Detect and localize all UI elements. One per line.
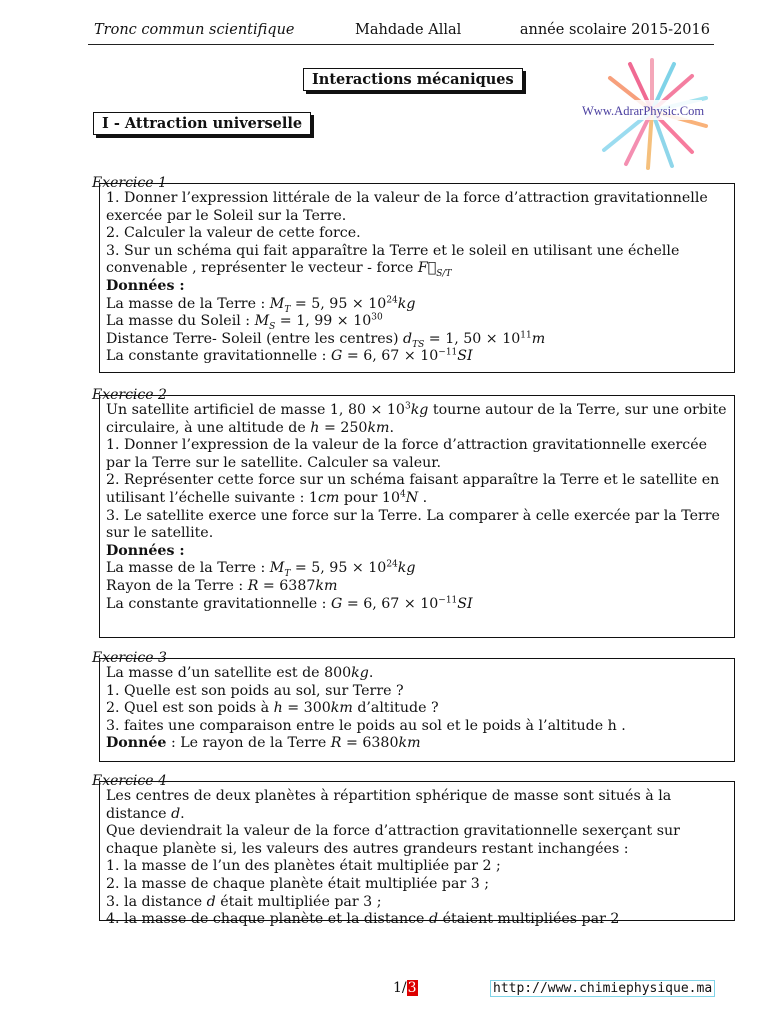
ex3-intro: La masse d’un satellite est de 800kg.	[106, 665, 374, 681]
ex2-q1: 1. Donner l’expression de la valeur de la force d’attraction gravitationnelle exercée par la Terre sur le satellite. Calculer sa valeur.	[106, 437, 708, 471]
page-title: Interactions mécaniques	[303, 68, 523, 91]
exercise-1-box	[99, 183, 735, 373]
exercise-4-label: Exercice 4	[92, 773, 183, 789]
ex2-d3: La constante gravitationnelle : G = 6, $67 \times 10^{-11}SI$	[106, 594, 473, 612]
ex3-q3: 3. faites une comparaison entre le poids au sol et le poids à l’altitude h .	[106, 717, 626, 734]
ex1-q2: 2. Calculer la valeur de cette force.	[106, 225, 361, 242]
header-year: année scolaire 2015-2016	[519, 22, 710, 38]
exercise-2-box	[99, 395, 735, 638]
ex3-q2: 2. Quel est son poids à h = 300km d’altitude ?	[106, 700, 439, 717]
ex4-q2: 2. la masse de chaque planète était multipliée par 3 ;	[106, 875, 490, 892]
ex1-d1: La masse de la Terre : $M_T = 5$, $95 \times 10^{24}kg$	[106, 294, 416, 315]
ex2-donnees: Données :	[106, 542, 185, 559]
ex3-q1: 1. Quelle est son poids au sol, sur Terre ?	[106, 682, 404, 699]
page-number: 1/3	[393, 980, 417, 996]
exercise-4-box	[99, 781, 735, 928]
ex1-d3: Distance Terre- Soleil (entre les centres) $d_{TS} = 1$, $50 \times 10^{11}m$	[106, 330, 546, 350]
exercise-3-box	[99, 658, 735, 762]
ex1-d2: La masse du Soleil : $M_S = 1$, $99 \times 10^{30}$	[106, 312, 383, 332]
website-link[interactable]: http://www.chimiephysique.ma	[490, 980, 715, 997]
logo-text: Www.AdrarPhysic.Com	[582, 104, 705, 118]
ex2-d1: La masse de la Terre : $M_T = 5$, $95 \times 10^{24}kg$	[106, 559, 416, 580]
ex4-intro: Les centres de deux planètes à répartition sphérique de masse sont situés à la distance d.	[106, 788, 672, 822]
ex1-q1: 1. Donner l’expression littérale de la valeur de la force d’attraction gravitationnelle exercée par le Soleil sur la Terre.	[106, 190, 708, 224]
ex2-q2: 2. Représenter cette force sur un schéma faisant apparaître la Terre et le satellite en utilisant l’échelle suivante : 1cm pour $10^4N$ .	[106, 472, 720, 506]
ex4-q1: 1. la masse de l’un des planètes était multipliée par 2 ;	[106, 858, 501, 875]
header-author: Mahdade Allal	[355, 22, 462, 38]
ex4-q4: 4. la masse de chaque planète et la distance d étaient multipliées par 2	[106, 911, 620, 928]
ex1-q3: 3. Sur un schéma qui fait apparaître la Terre et le soleil en utilisant une échelle convenable , représenter le vecteur - force $F⃗_{S/T}$	[106, 242, 680, 280]
exercise-2-label: Exercice 2	[92, 387, 183, 403]
section-title: I - Attraction universelle	[93, 112, 311, 135]
ex2-q3: 3. Le satellite exerce une force sur la Terre. La comparer à celle exercée par la Terre sur le satellite.	[106, 507, 720, 542]
header-left: Tronc commun scientifique	[94, 22, 295, 38]
exercise-1-label: Exercice 1	[92, 175, 183, 191]
exercise-3-label: Exercice 3	[92, 650, 183, 666]
header-rule	[88, 44, 714, 45]
ex3-donnee: Donnée : Le rayon de la Terre R = 6380km	[106, 735, 421, 752]
ex4-q3: 3. la distance d était multipliée par 3 ;	[106, 893, 382, 910]
ex1-donnees: Données :	[106, 277, 185, 294]
ex2-d2: Rayon de la Terre : R = 6387km	[106, 577, 338, 594]
ex4-question: Que deviendrait la valeur de la force d’attraction gravitationnelle sexerçant sur chaque planète si, les valeurs des autres grandeurs restant inchangées :	[106, 823, 680, 857]
ex2-intro: Un satellite artificiel de masse 1, $80 \times 10^3kg$ tourne autour de la Terre, sur une orbite circulaire, à une altitude de h = 250km.	[106, 401, 727, 436]
page-total-link[interactable]: 3	[407, 980, 417, 996]
ex1-d4: La constante gravitationnelle : G = 6, $67 \times 10^{-11}SI$	[106, 347, 473, 365]
